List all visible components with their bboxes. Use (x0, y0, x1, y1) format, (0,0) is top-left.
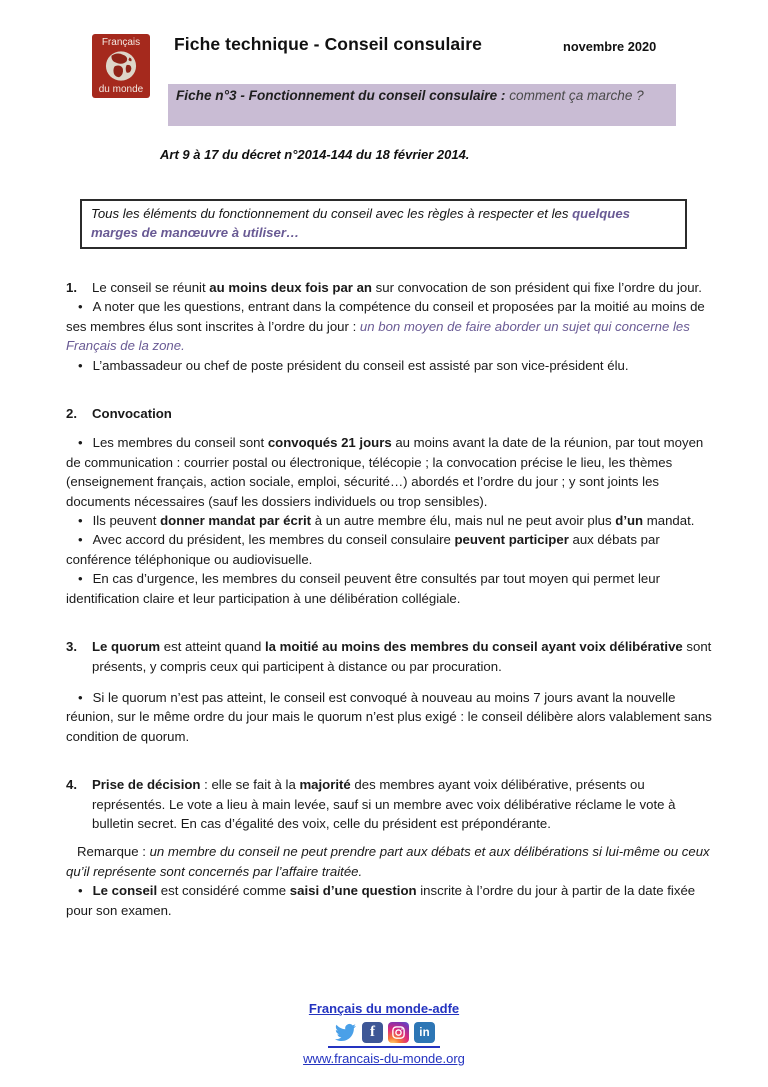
numbered-item (66, 278, 712, 297)
item-number: 1. (66, 280, 77, 295)
bullet-glyph: • (78, 299, 83, 315)
org-link[interactable]: Français du monde-adfe (308, 1001, 460, 1016)
logo-text-bottom: du monde (98, 84, 144, 95)
legal-reference: Art 9 à 17 du décret n°2014-144 du 18 février 2014. (160, 147, 470, 162)
bullet-glyph: • (78, 532, 83, 548)
text-run: un membre du conseil ne peut prendre part aux débats et aux délibérations si lui-même ou ceux qu’il représente sont concernés par l’affaire traitée. (66, 844, 710, 879)
text-run: Le quorum (92, 639, 161, 655)
text-run: d’un (615, 513, 644, 529)
section-2 (66, 404, 712, 608)
text-run: peuvent participer (454, 532, 569, 548)
text-run: un bon moyen de faire aborder un sujet qui concerne les Français de la zone. (66, 318, 690, 354)
bullet-glyph: • (78, 571, 83, 587)
bullet-glyph: • (78, 689, 83, 705)
intro-box (80, 199, 687, 249)
bullet-item (66, 569, 712, 608)
text-run: majorité (299, 777, 351, 793)
item-number: 4. (66, 777, 77, 793)
website-link[interactable]: www.francais-du-monde.org (303, 1051, 465, 1066)
bullet-glyph: • (78, 883, 83, 899)
fiche-banner (168, 84, 676, 126)
text-run: inscrite à l’ordre du jour à partir de la date fixée pour son examen. (66, 883, 696, 918)
text-run: Le conseil se réunit (92, 280, 210, 295)
linkedin-icon[interactable]: in (414, 1022, 435, 1043)
text-run: des membres ayant voix délibérative, présents ou représentés. Le vote a lieu à main levée, sauf si un membre avec voix délibérative réclame le vote à bulletin secret. En cas d’égalité des voix, celle du président est prépondérante. (92, 777, 676, 831)
text-run: mandat. (643, 513, 695, 529)
text-run: En cas d’urgence, les membres du conseil peuvent être consultés par tout moyen qui permet leur identification claire et leur participation à une délibération collégiale. (66, 571, 660, 606)
text-run: saisi d’une question (289, 883, 417, 899)
text-run: Convocation (92, 406, 172, 422)
intro-text: Tous les éléments du fonctionnement du conseil avec les règles à respecter et les (91, 206, 573, 221)
footer (0, 1000, 768, 1068)
bullet-item (66, 356, 712, 375)
text-run: est considéré comme (157, 883, 290, 899)
bullet-item (66, 881, 712, 920)
text-run: : elle se fait à la (200, 777, 300, 793)
footer-divider (328, 1046, 440, 1048)
text-run: sont présents, y compris ceux qui participent à distance ou par procuration. (92, 639, 712, 674)
text-run: Avec accord du président, les membres du conseil consulaire (92, 532, 455, 548)
social-icons-row (0, 1021, 768, 1044)
text-run: la moitié au moins des membres du conseil ayant voix délibérative (264, 639, 683, 655)
text-run: aux débats par conférence téléphonique ou audiovisuelle. (66, 532, 660, 567)
text-run: au moins avant la date de la réunion, par tout moyen de communication : courrier postal ou électronique, télécopie ; la convocation précise le lieu, les thèmes (enseignement français, action sociale, emploi, sécurité…) abordés et l’ordre du jour ; y sont joints les documents nécessaires (sauf les dossiers individuels ou trop sensibles). (66, 435, 704, 509)
numbered-item (66, 775, 712, 833)
item-number: 3. (66, 639, 77, 655)
section-3 (66, 637, 712, 746)
section-4 (66, 775, 712, 920)
twitter-icon[interactable] (333, 1022, 357, 1043)
text-run: A noter que les questions, entrant dans la compétence du conseil et proposées par la moitié au moins de ses membres élus sont inscrites à l’ordre du jour : (66, 299, 705, 334)
page-title: Fiche technique - Conseil consulaire (174, 34, 482, 54)
bullet-item (66, 297, 712, 355)
francais-du-monde-logo (92, 34, 150, 98)
item-number: 2. (66, 406, 77, 422)
text-run: est atteint quand (160, 639, 265, 655)
bullet-glyph: • (78, 357, 83, 373)
text-run: Si le quorum n’est pas atteint, le conseil est convoqué à nouveau au moins 7 jours avant la nouvelle réunion, sur le même ordre du jour mais le quorum n’est plus exigé : le conseil délibère alors valablement sans condition de quorum. (66, 689, 712, 744)
text-run: à un autre membre élu, mais nul ne peut avoir plus (311, 513, 616, 529)
numbered-item (66, 404, 712, 423)
bullet-glyph: • (78, 513, 83, 529)
text-run: Le conseil (92, 883, 158, 899)
text-run: donner mandat par écrit (160, 513, 312, 529)
document-body (0, 278, 768, 949)
banner-title: Fiche n°3 - Fonctionnement du conseil consulaire : (176, 88, 506, 103)
bullet-item (66, 530, 712, 569)
text-run: Remarque : (77, 844, 150, 860)
banner-subtitle: comment ça marche ? (509, 88, 644, 103)
text-run: L’ambassadeur ou chef de poste président du conseil est assisté par son vice-président élu. (92, 357, 629, 373)
text-run: Prise de décision (92, 777, 201, 793)
remark-paragraph (66, 842, 712, 881)
text-run: sur convocation de son président qui fixe l’ordre du jour. (371, 280, 702, 295)
text-run: au moins deux fois par an (209, 280, 372, 295)
logo-text-top: Français (101, 37, 141, 48)
facebook-icon[interactable]: f (362, 1022, 383, 1043)
text-run: Les membres du conseil sont (92, 435, 268, 451)
bullet-glyph: • (78, 435, 83, 451)
bullet-item (66, 433, 712, 511)
numbered-item (66, 637, 712, 676)
section-1 (66, 278, 712, 375)
globe-icon (104, 50, 138, 82)
bullet-item (66, 688, 712, 746)
bullet-item (66, 511, 712, 530)
instagram-icon[interactable] (388, 1022, 409, 1043)
document-date: novembre 2020 (563, 39, 657, 54)
text-run: Ils peuvent (92, 513, 161, 529)
text-run: convoqués 21 jours (267, 435, 392, 451)
intro-text-highlight: quelques marges de manœuvre à utiliser… (91, 206, 631, 241)
